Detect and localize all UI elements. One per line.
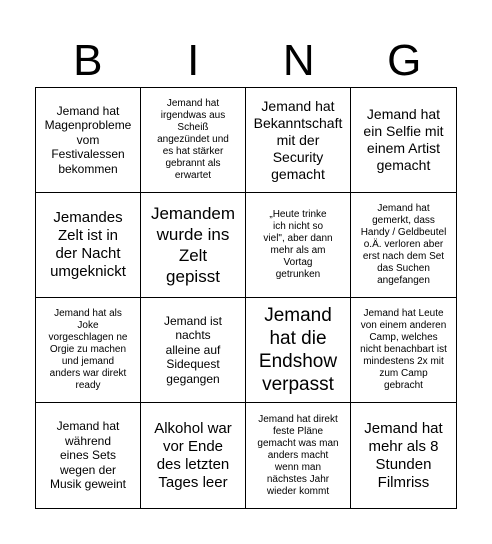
bingo-cell[interactable] [246,88,351,193]
bingo-cell[interactable] [351,88,456,193]
cell-text: „Heute trinke ich nicht so viel", aber dann mehr als am Vortag getrunken [263,209,333,280]
bingo-cell[interactable] [246,298,351,403]
bingo-cell[interactable] [141,193,246,298]
bingo-header [35,36,457,86]
header-letter-g: G [387,36,422,85]
cell-text: Jemand hat während eines Sets wegen der Musik geweint [49,419,127,492]
bingo-cell[interactable] [141,403,246,508]
cell-text: Jemand hat gemerkt, dass Handy / Geldbeutel o.Ä. verloren aber erst nach dem Set das Suchen angefangen [360,203,447,286]
header-letter-n: N [282,36,315,85]
cell-text: Jemand hat direkt feste Pläne gemacht was man anders macht wenn man nächstes Jahr wieder kommt [257,413,339,497]
cell-text: Jemand hat als Joke vorgeschlagen ne Orgie zu machen und jemand anders war direkt ready [48,308,128,391]
bingo-board [35,87,457,509]
bingo-cell[interactable] [351,403,456,508]
header-letter-i: I [187,36,200,85]
cell-text: Jemand ist nachts alleine auf Sidequest gegangen [163,313,223,386]
cell-text: Jemand hat ein Selfie mit einem Artist gemacht [363,106,444,173]
bingo-cell[interactable] [36,403,141,508]
cell-text: Jemand hat Magenprobleme vom Festivalessen bekommen [44,103,132,176]
bingo-cell[interactable] [36,298,141,403]
cell-text: Jemand hat irgendwas aus Scheiß angezündet und es hat stärker gebrannt als erwartet [157,98,229,181]
bingo-cell[interactable] [141,298,246,403]
bingo-cell[interactable] [141,88,246,193]
bingo-cell[interactable] [351,193,456,298]
cell-text: Jemand hat Bekanntschaft mit der Security gemacht [253,97,343,182]
bingo-cell[interactable] [351,298,456,403]
bingo-cell[interactable] [36,193,141,298]
cell-text: Jemand hat die Endshow verpasst [258,305,338,395]
bingo-cell[interactable] [246,403,351,508]
cell-text: Jemand hat mehr als 8 Stunden Filmriss [364,419,443,491]
bingo-cell[interactable] [246,193,351,298]
cell-text: Alkohol war vor Ende des letzten Tages leer [154,419,232,491]
cell-text: Jemand hat Leute von einem anderen Camp, welches nicht benachbart ist mindestens 2x mit zum Camp gebracht [360,308,447,391]
cell-text: Jemandes Zelt ist in der Nacht umgeknickt [50,209,126,280]
bingo-cell[interactable] [36,88,141,193]
header-letter-b: B [73,36,103,85]
cell-text: Jemandem wurde ins Zelt gepisst [150,204,236,286]
